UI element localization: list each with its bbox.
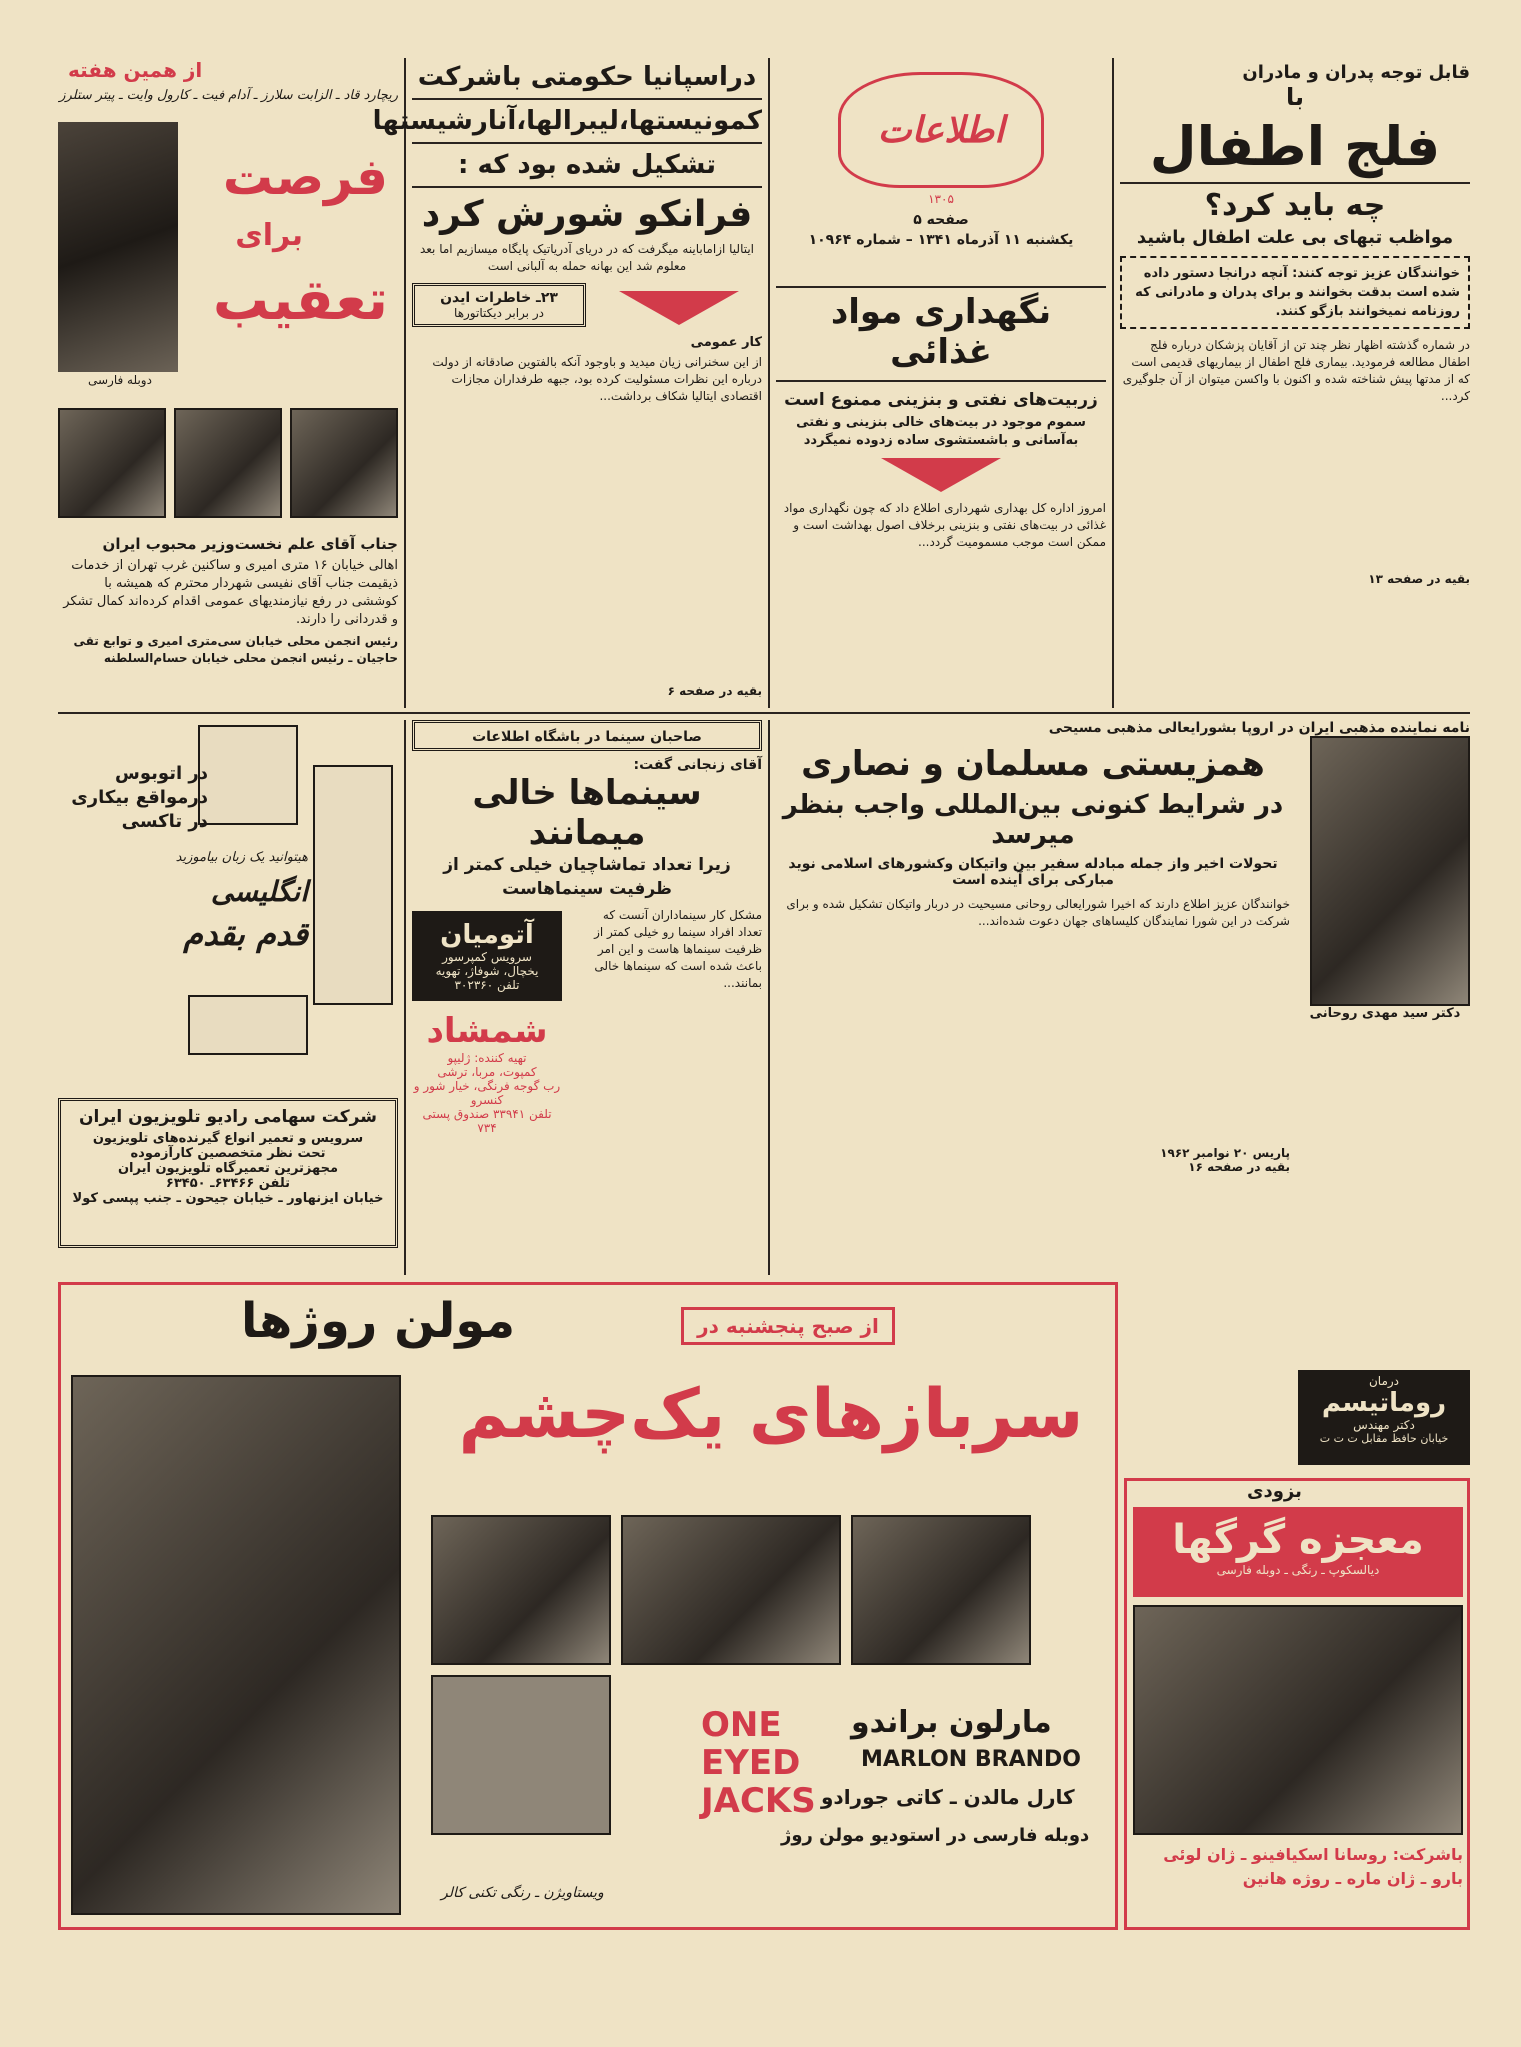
gorgon-title: معجزه گرگها — [1172, 1517, 1424, 1563]
coexistence-dateline: پاریس ۲۰ نوامبر ۱۹۶۲ — [1160, 1146, 1290, 1160]
coexistence-article — [776, 720, 1470, 1275]
still-1 — [431, 1515, 611, 1665]
autumn-ad — [412, 911, 562, 1001]
spain-line-2: کمونیستها،لیبرالها،آنارشیستها — [372, 106, 762, 136]
shamshad-name: شمشاد — [426, 1011, 548, 1051]
ad-title-2: برای — [235, 218, 303, 253]
headline-rule — [1120, 182, 1470, 184]
autumn-line-1: سرویس کمپرسور — [442, 950, 532, 964]
film-en-3: JACKS — [701, 1781, 816, 1821]
column-rule — [404, 58, 406, 708]
logo-text: اطلاعات — [877, 109, 1005, 151]
taxi-illustration — [188, 995, 308, 1055]
ad-title-1: فرصت — [222, 148, 388, 206]
dub-studio: دوبله فارسی در استودیو مولن روژ — [781, 1825, 1090, 1846]
rheumatism-ad — [1298, 1370, 1470, 1465]
coexistence-subhead: در شرایط کنونی بین‌المللی واجب بنظر میرسد — [782, 790, 1284, 850]
polio-body: در شماره گذشته اظهار نظر چند تن از آقایان پزشکان درباره فلج اطفال مطالعه فرمودید. بیماری فلج اطفال از بیماریهای قدیمی است که از مدتها پیش شناخته شده و اکنون با واکسن میتوان از آن جلوگیری کرد... — [1122, 338, 1470, 403]
serial-title: ۲۳ـ خاطرات ایدن — [440, 290, 558, 306]
food-headline: نگهداری مواد غذائی — [830, 292, 1052, 372]
spain-line-1: دراسپانیا حکومتی باشرکت — [417, 62, 757, 92]
cinema-kicker-box — [412, 720, 762, 751]
man-illustration — [313, 765, 393, 1005]
masthead — [776, 62, 1106, 282]
red-arrow — [619, 291, 739, 325]
autumn-phone: تلفن ۳۰۲۳۶۰ — [454, 978, 520, 992]
bus-illustration — [198, 725, 298, 825]
gorgon-format: دیالسکوپ ـ رنگی ـ دوبله فارسی — [1216, 1563, 1380, 1577]
shamshad-ad — [412, 1011, 562, 1135]
gorgon-cast: باشرکت: روسانا اسکیافینو ـ ژان لوئی بارو ـ ژان ماره ـ روژه هانین — [1163, 1845, 1463, 1888]
headline-rule — [412, 142, 762, 144]
masthead-rule — [776, 286, 1106, 288]
still-3 — [851, 1515, 1031, 1665]
shamshad-phone: تلفن ۳۳۹۴۱ صندوق پستی ۷۳۴ — [422, 1107, 552, 1135]
polio-note: خوانندگان عزیز توجه کنند: آنچه درانجا دستور داده شده است بدقت بخوانند و برای پدران و مادرانی که روزنامه نمیخوانند بازگو کنند. — [1135, 266, 1460, 319]
rheuma-address: خیابان حافظ مقابل ت ت ت — [1319, 1432, 1449, 1445]
one-eyed-jacks-ad — [58, 1282, 1118, 1930]
english-title-2: قدم بقدم — [183, 915, 308, 953]
spain-line-4: فرانکو شورش کرد — [421, 194, 753, 235]
english-line-1: در اتوبوس — [115, 763, 208, 784]
english-line-2: درمواقع بیکاری — [71, 787, 208, 808]
tv-company-ad — [58, 1098, 398, 1248]
residents-signature: رئیس انجمن محلی خیابان سی‌متری امیری و توابع تقی حاجیان ـ رئیس انجمن محلی خیابان حسام‌السلطنه — [73, 634, 398, 665]
cinema-body: مشکل کار سینماداران آنست که تعداد افراد سینما رو خیلی کمتر از ظرفیت سینماها هاست و این امر باعث شده است که سینماها خالی بمانند... — [594, 908, 762, 990]
column-rule — [404, 720, 406, 1275]
photo-caption: دکتر سید مهدی روحانی — [1309, 1006, 1461, 1021]
shamshad-line-2: کمپوت، مربا، ترشی — [437, 1065, 537, 1079]
polio-subhead: مواظب تبهای بی علت اطفال باشید — [1136, 227, 1454, 248]
page-number: صفحه ۵ — [913, 212, 969, 228]
serial-box — [412, 283, 586, 327]
food-body: امروز اداره کل بهداری شهرداری اطلاع داد که چون نگهداری مواد غذائی در بیت‌های نفتی و بنزینی برخلاف اصول بهداشت است و ممکن است موجب مسمومیت گردد... — [783, 501, 1106, 549]
coexistence-body: خوانندگان عزیز اطلاع دارند که اخیرا شورایعالی روحانی مسیحیت در دربار واتیکان تشکیل شده و برای شرکت در این شورا نمایندگان کلیساهای جهان دعوت شده‌اند... — [786, 897, 1290, 928]
coexistence-kicker: نامه نماینده مذهبی ایران در اروپا بشورایعالی مذهبی مسیحی — [1048, 720, 1470, 736]
polio-question: چه باید کرد؟ — [1204, 188, 1386, 223]
miracle-wolves-ad — [1124, 1478, 1470, 1930]
brando-top-line: مولن روژها — [241, 1293, 516, 1349]
section-rule — [58, 712, 1470, 714]
star-fa: مارلون براندو — [851, 1705, 1052, 1740]
logo-year: ۱۳۰۵ — [928, 192, 954, 206]
banner-text: از صبح پنجشنبه در — [697, 1314, 879, 1338]
english-line-3: در تاکسی — [121, 811, 208, 832]
english-title-1: انگلیسی — [210, 875, 308, 908]
column-rule — [1112, 58, 1114, 708]
residents-body: اهالی خیابان ۱۶ متری امیری و ساکنین غرب تهران از خدمات ذیقیمت جناب آقای نفیسی شهردار محترم که همیشه با کوششی در رفع نیازمندیهای عمومی اقدام کرده‌اند کمال تشکر و قدردانی را دارند. — [63, 558, 398, 627]
polio-with: با — [1285, 83, 1305, 111]
column-rule — [768, 720, 770, 1275]
masthead-logo — [838, 72, 1044, 188]
tv-headline: شرکت سهامی رادیو تلویزیون ایران — [79, 1107, 377, 1127]
tv-address: خیابان ایزنهاور ـ خیابان جیحون ـ جنب پپسی کولا — [72, 1191, 384, 1206]
coexistence-dek: تحولات اخیر واز جمله مبادله سفیر بین واتیکان وکشورهای اسلامی نوید مبارکی برای آینده است — [788, 856, 1278, 888]
gorgon-still — [1133, 1605, 1463, 1835]
rheuma-kicker: درمان — [1368, 1374, 1400, 1388]
headline-rule — [412, 98, 762, 100]
tv-phone: تلفن ۶۳۴۶۶ـ ۶۳۴۵۰ — [165, 1176, 291, 1191]
poster-illustration — [58, 122, 178, 372]
actor-photo-2 — [174, 408, 282, 518]
director-credit: ویستاویژن ـ رنگی تکنی کالر — [441, 1885, 604, 1901]
cinema-speaker: آقای زنجانی گفت: — [633, 757, 762, 773]
film-en-1: ONE — [701, 1705, 782, 1745]
polio-article — [1120, 62, 1470, 702]
still-4 — [431, 1675, 611, 1835]
spain-line-3: تشکیل شده بود که : — [458, 150, 716, 180]
polio-note-box — [1120, 256, 1470, 329]
coexistence-continued: بقیه در صفحه ۱۶ — [1188, 1160, 1290, 1174]
cinema-subhead: زیرا تعداد تماشاچیان خیلی کمتر از ظرفیت سینماهاست — [443, 855, 731, 899]
rouhani-photo — [1310, 736, 1470, 1006]
cinema-headline: سینماها خالی میمانند — [472, 773, 702, 853]
gorgon-soon: بزودی — [1247, 1481, 1302, 1502]
shamshad-line-3: رب گوجه فرنگی، خیار شور و کنسرو — [413, 1079, 561, 1107]
actor-photo-1 — [58, 408, 166, 518]
banner-box — [681, 1307, 895, 1345]
autumn-name: آتومیان — [440, 920, 534, 950]
food-storage-article — [776, 292, 1106, 702]
ad-title-3: تعقیب — [212, 268, 388, 333]
tv-line-3: مجهزترین تعمیرگاه تلویزیون ایران — [117, 1161, 339, 1176]
headline-rule — [412, 186, 762, 188]
actor-photo-3 — [290, 408, 398, 518]
still-2 — [621, 1515, 841, 1665]
ad-kicker: از همین هفته — [68, 58, 203, 82]
rheuma-doctor: دکتر مهندس — [1353, 1418, 1415, 1432]
column-rule — [768, 58, 770, 708]
film-title-fa: سربازهای یک‌چشم — [458, 1375, 1084, 1454]
film-en-2: EYED — [701, 1743, 801, 1783]
costars: کارل مالدن ـ کاتی جورادو — [821, 1785, 1075, 1809]
food-subhead: زربیت‌های نفتی و بنزینی ممنوع است — [784, 390, 1098, 410]
star-en: MARLON BRANDO — [861, 1747, 1081, 1772]
food-dek: سموم موجود در بیت‌های خالی بنزینی و نفتی به‌آسانی و باشستشوی ساده زدوده نمیگردد — [796, 415, 1086, 448]
residents-notice — [58, 535, 398, 705]
shamshad-line-1: تهیه کننده: ژلیپو — [447, 1051, 527, 1065]
polio-continued: بقیه در صفحه ۱۳ — [1368, 572, 1470, 586]
coexistence-headline: همزیستی مسلمان و نصاری — [801, 744, 1265, 784]
ad-cast: ریچارد قاد ـ الزابت سلارز ـ آدام فیت ـ کارول وایت ـ پیتر ستلرز — [59, 88, 398, 103]
brando-portrait — [71, 1375, 401, 1915]
spain-dek: ایتالیا ازاماباینه میگرفت که در دریای آدریاتیک پایگاه میسازیم اما بعد معلوم شد این بهانه حمله به آلبانی است — [419, 242, 755, 273]
spain-continued: بقیه در صفحه ۶ — [667, 684, 762, 698]
serial-subtitle: در برابر دیکتاتورها — [454, 306, 544, 320]
headline-rule — [776, 380, 1106, 382]
english-course-ad — [58, 725, 398, 1080]
autumn-line-2: یخچال، شوفاژ، تهویه — [435, 964, 539, 978]
english-tagline: هیتوانید یک زبان بیاموزید — [175, 850, 308, 865]
issue-date: یکشنبه ۱۱ آذرماه ۱۳۴۱ – شماره ۱۰۹۶۴ — [808, 232, 1074, 248]
cinema-kicker: صاحبان سینما در باشگاه اطلاعات — [472, 729, 702, 745]
spain-section: کار عمومی — [690, 335, 762, 350]
polio-kicker: قابل توجه پدران و مادران — [1242, 62, 1470, 83]
spain-article — [372, 62, 762, 702]
rheuma-name: روماتیسم — [1321, 1388, 1447, 1418]
cinema-article — [412, 720, 762, 1275]
polio-headline: فلج اطفال — [1149, 115, 1441, 178]
ad-dubbed: دوبله فارسی — [88, 373, 152, 387]
residents-headline: جناب آقای علم نخست‌وزیر محبوب ایران — [102, 535, 398, 553]
tv-line-2: تحت نظر متخصصین کارآزموده — [130, 1146, 326, 1161]
spain-body: از این سخنرانی زیان میدید و باوجود آنکه بالفتوین صادقانه از دولت درباره این نظرات مسئولیت کرده بود، جبهه طرفداران مجازات اقتصادی ایتالیا شکاف برداشت... — [432, 355, 762, 403]
western-movie-ad — [58, 58, 398, 532]
red-arrow — [881, 458, 1001, 492]
tv-line-1: سرویس و تعمیر انواع گیرنده‌های تلویزیون — [92, 1131, 364, 1146]
